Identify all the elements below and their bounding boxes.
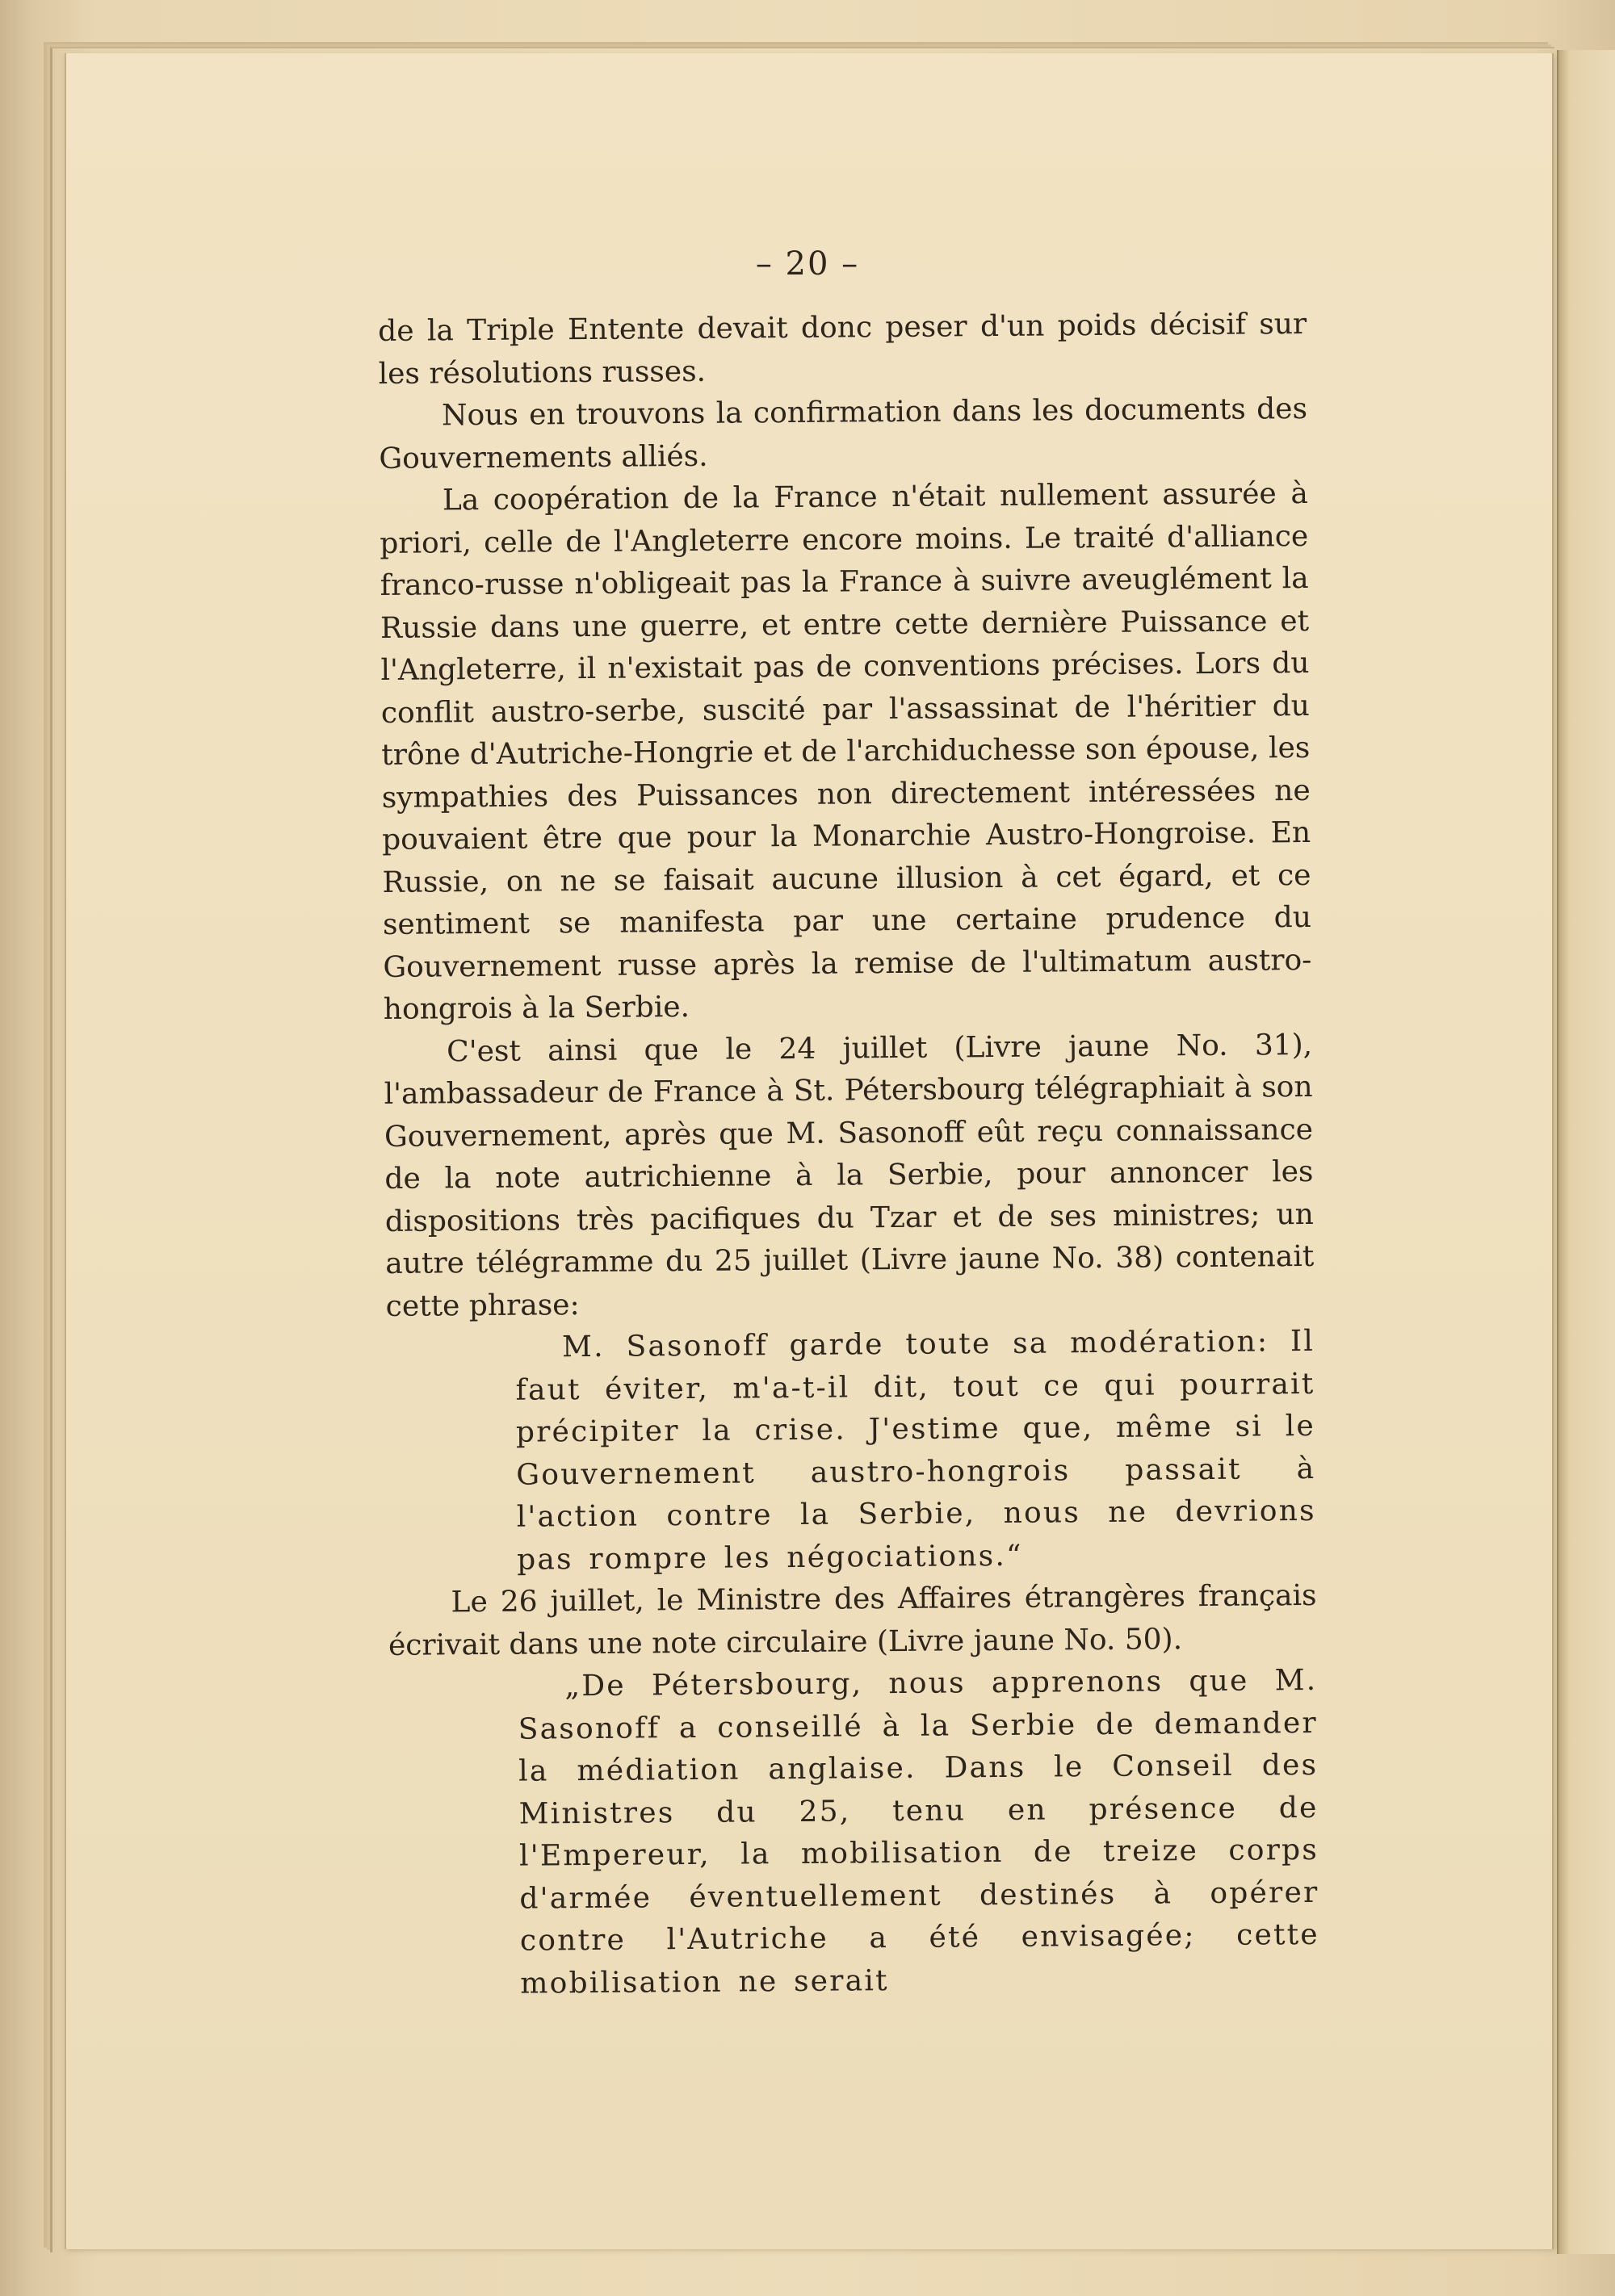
paragraph-cooperation: La coopération de la France n'était nullement assurée à priori, celle de l'Angleterre encore moins. Le traité d'alliance franco-russe n'obligeait pas la France à suivre aveuglément la Russie dans une guerre, et entre cette dernière Puissance et l'Angleterre, il n'existait pas de conventions précises. Lors du conflit austro-serbe, suscité par l'assassinat de l'héritier du trône d'Autriche-Hongrie et de l'archiduchesse son épouse, les sympathies des Puissances non directement intéressées ne pouvaient être que pour la Monarchie Austro-Hongroise. En Russie, on ne se faisait aucune illusion à cet égard, et ce sentiment se manifesta par une certaine prudence du Gouvernement russe après la remise de l'ultimatum austro-hongrois à la Serbie. — [380, 476, 1312, 1026]
quote-sasonoff: M. Sasonoff garde toute sa modération: Il faut éviter, m'a-t-il dit, tout ce qui pourrait précipiter la crise. J'estime que, même si le Gouvernement austro-hongrois passait à l'action contre la Serbie, nous ne devrions pas rompre les négociations.“ — [515, 1324, 1316, 1577]
facing-page-edge — [1557, 50, 1615, 2254]
paragraph-continuation: de la Triple Entente devait donc peser d'un poids décisif sur les résolutions russes. — [378, 307, 1307, 391]
paragraph-july-24: C'est ainsi que le 24 juillet (Livre jaune No. 31), l'ambassadeur de France à St. Pétersbourg télégraphiait à son Gouvernement, après que M. Sasonoff eût reçu connaissance de la note autrichienne à la Serbie, pour annoncer les dispositions très pacifiques du Tzar et de ses ministres; un autre télégramme du 25 juillet (Livre jaune No. 38) contenait cette phrase: — [384, 1028, 1315, 1323]
paragraph-july-26: Le 26 juillet, le Ministre des Affaires étrangères français écrivait dans une note circulaire (Livre jaune No. 50). — [388, 1578, 1317, 1662]
quote-petersbourg: „De Pétersbourg, nous apprenons que M. Sasonoff a conseillé à la Serbie de demander la médiation anglaise. Dans le Conseil des Ministres du 25, tenu en présence de l'Empereur, la mobilisation de treize corps d'armée éventuellement destinés à opérer contre l'Autriche a été envisagée; cette mobilisation ne serait — [518, 1663, 1319, 2001]
paragraph-confirmation: Nous en trouvons la confirmation dans les documents des Gouvernements alliés. — [379, 392, 1308, 476]
page-number: – 20 – — [755, 245, 860, 283]
body-text — [378, 304, 1319, 2006]
